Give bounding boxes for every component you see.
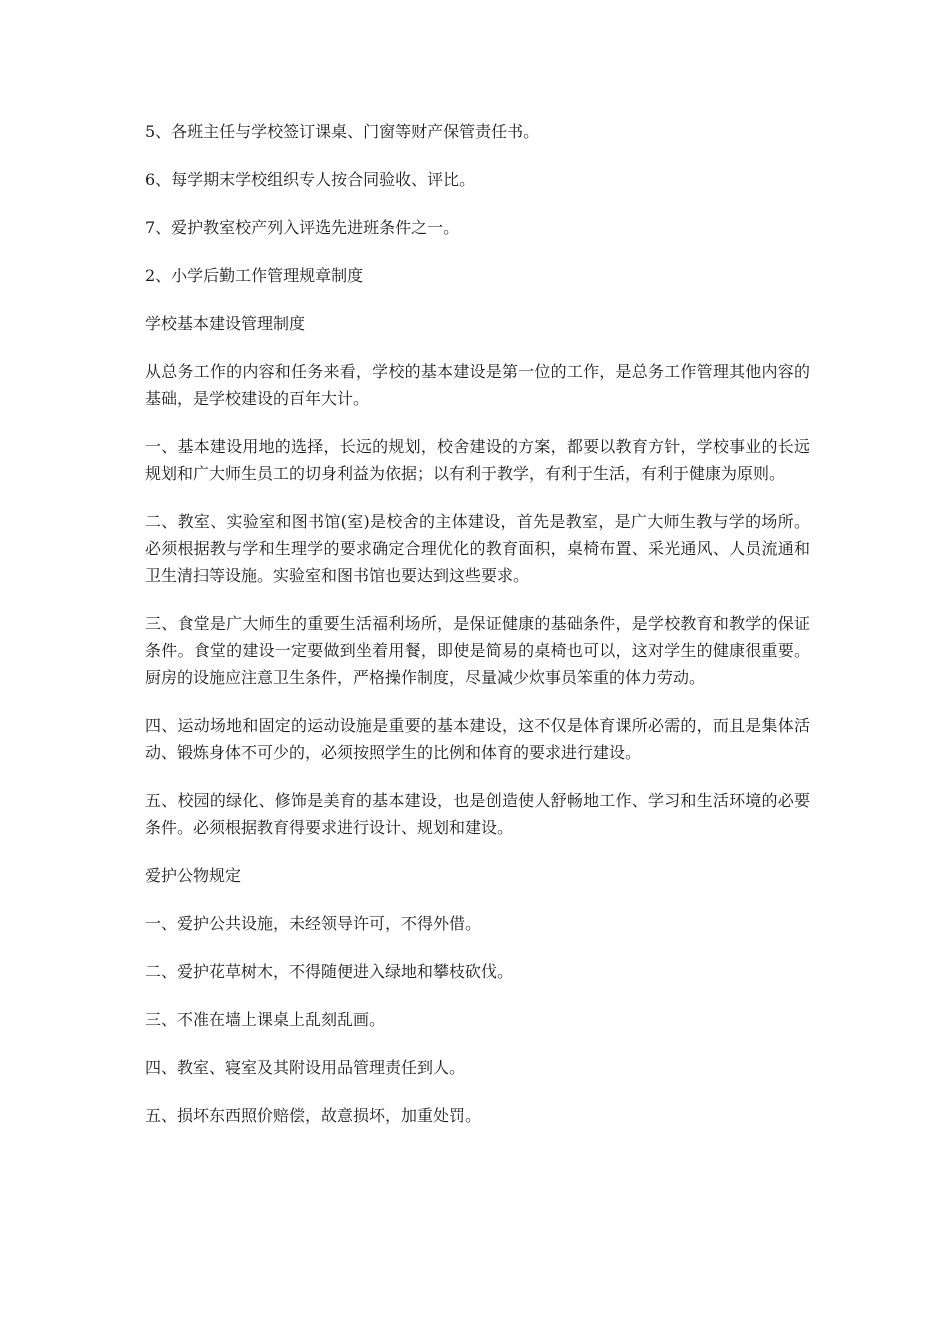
paragraph-item-7: 7、爱护教室校产列入评选先进班条件之一。 [145, 218, 460, 237]
section-heading: 2、小学后勤工作管理规章制度 [145, 266, 364, 285]
construction-rule-1: 一、基本建设用地的选择，长远的规划，校舍建设的方案，都要以教育方针，学校事业的长远规划和广大师生员工的切身利益为依据；以有利于教学，有利于生活，有利于健康为原则。 [145, 437, 810, 483]
paragraph-item-6: 6、每学期末学校组织专人按合同验收、评比。 [145, 170, 476, 189]
construction-rule-3: 三、食堂是广大师生的重要生活福利场所，是保证健康的基础条件，是学校教育和教学的保证条件。食堂的建设一定要做到坐着用餐，即使是简易的桌椅也可以，这对学生的健康很重要。厨房的设施应注意卫生条件，严格操作制度，尽量减少炊事员笨重的体力劳动。 [145, 614, 810, 687]
property-rule-5: 五、损坏东西照价赔偿，故意损坏，加重处罚。 [145, 1106, 482, 1125]
intro-paragraph: 从总务工作的内容和任务来看，学校的基本建设是第一位的工作，是总务工作管理其他内容的基础，是学校建设的百年大计。 [145, 362, 810, 408]
construction-rule-5: 五、校园的绿化、修饰是美育的基本建设，也是创造使人舒畅地工作、学习和生活环境的必要条件。必须根据教育得要求进行设计、规划和建设。 [145, 791, 810, 837]
property-rule-1: 一、爱护公共设施，未经领导许可，不得外借。 [145, 914, 482, 933]
construction-rule-2: 二、教室、实验室和图书馆(室)是校舍的主体建设，首先是教室，是广大师生教与学的场所。必须根据教与学和生理学的要求确定合理优化的教育面积，桌椅布置、采光通风、人员流通和卫生清扫等设施。实验室和图书馆也要达到这些要求。 [145, 512, 810, 585]
property-rule-2: 二、爱护花草树木，不得随便进入绿地和攀枝砍伐。 [145, 962, 514, 981]
paragraph-item-5: 5、各班主任与学校签订课桌、门窗等财产保管责任书。 [145, 122, 540, 141]
subsection-title-construction: 学校基本建设管理制度 [145, 314, 306, 333]
construction-rule-4: 四、运动场地和固定的运动设施是重要的基本建设，这不仅是体育课所必需的，而且是集体活动、锻炼身体不可少的，必须按照学生的比例和体育的要求进行建设。 [145, 716, 810, 762]
property-rule-3: 三、不准在墙上课桌上乱刻乱画。 [145, 1010, 386, 1029]
document-page [145, 118, 810, 1150]
subsection-title-public-property: 爱护公物规定 [145, 866, 242, 885]
property-rule-4: 四、教室、寝室及其附设用品管理责任到人。 [145, 1058, 466, 1077]
